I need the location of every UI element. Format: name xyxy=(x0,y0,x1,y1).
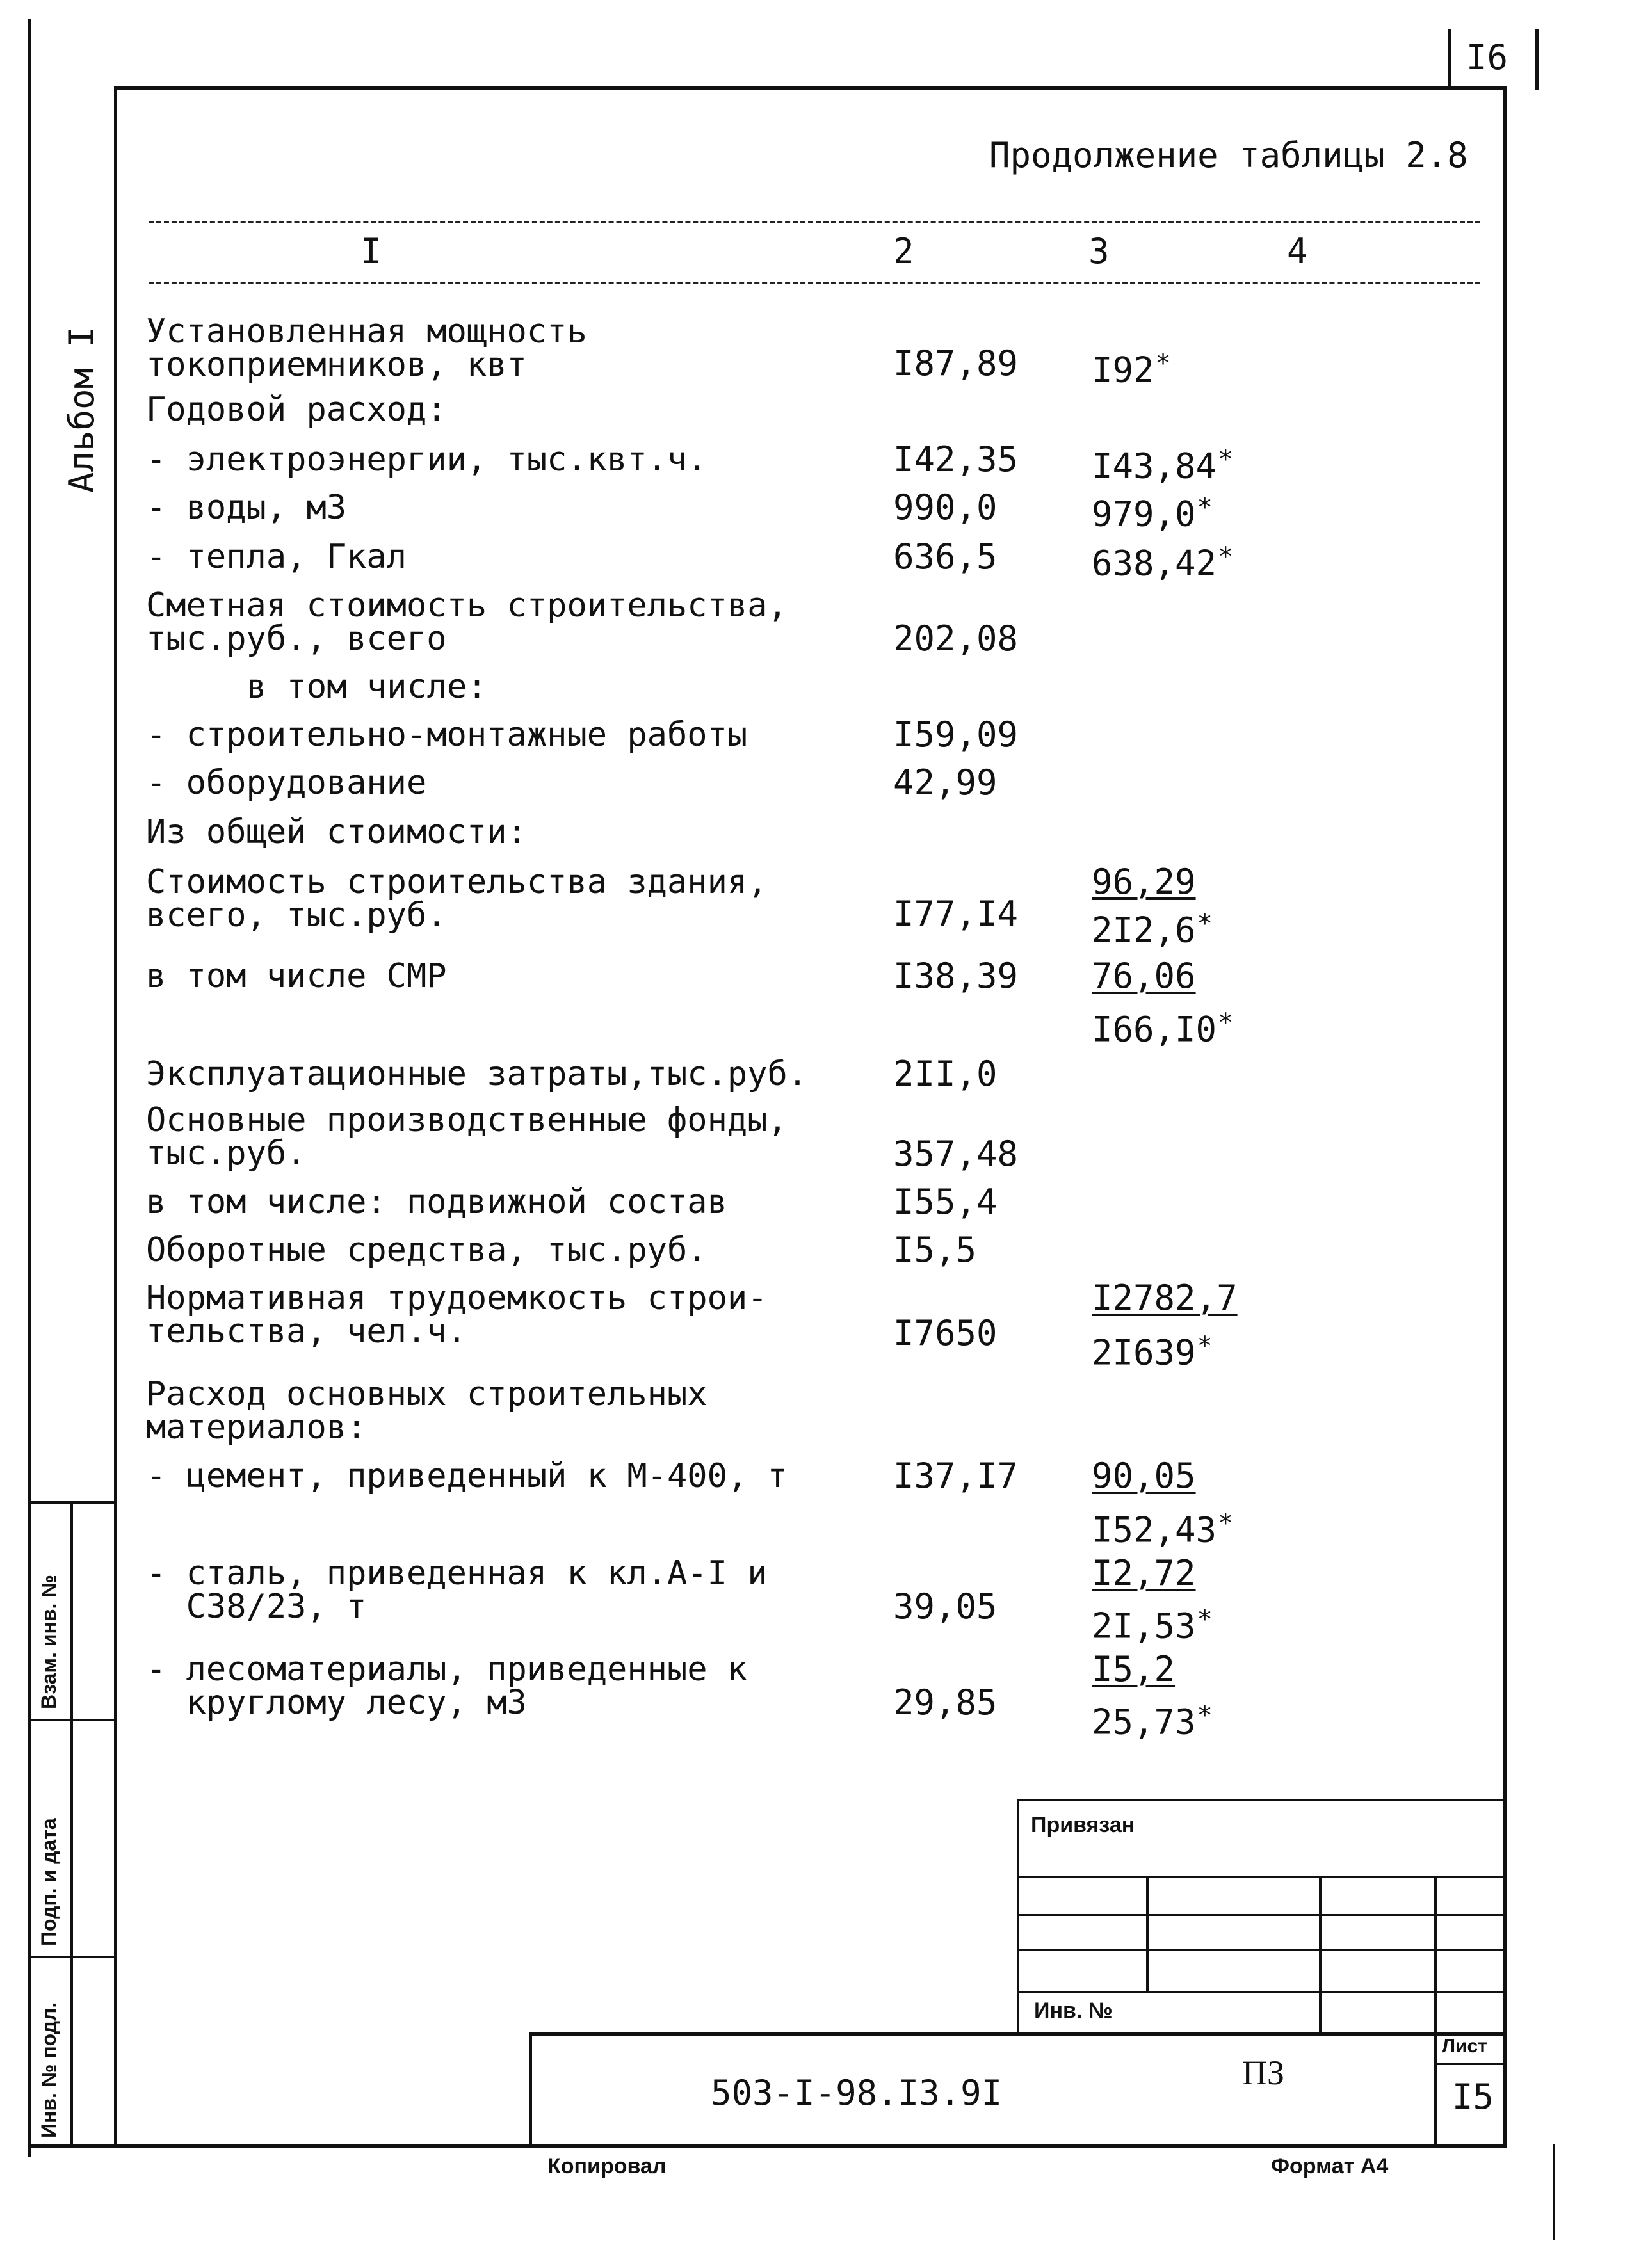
col2-value: 42,99 xyxy=(893,762,998,803)
table-caption: Продолжение таблицы 2.8 xyxy=(989,135,1468,175)
row-label: - сталь, приведенная к кл.А-I и xyxy=(146,1554,768,1593)
col2-value: 636,5 xyxy=(893,536,998,577)
side-stamp-inv-podl: Инв. № подл. xyxy=(37,2002,60,2138)
stamp-upper-left xyxy=(1017,1799,1019,2036)
row-label: С38/23, т xyxy=(146,1588,367,1626)
side-stamp-divider-v xyxy=(70,1501,73,2148)
stamp-lower-left xyxy=(529,2032,532,2148)
footer-kopiroval: Копировал xyxy=(547,2154,667,2178)
frame-top xyxy=(115,86,1505,90)
col2-value: 39,05 xyxy=(893,1586,998,1627)
stamp-lower-top xyxy=(530,2032,1505,2036)
col3-value: 638,42* xyxy=(1092,542,1234,584)
col3-value: 979,0* xyxy=(1092,493,1213,535)
header-rule-bottom xyxy=(149,282,1480,284)
stamp-sheet-left xyxy=(1434,2032,1437,2148)
row-label: - цемент, приведенный к М-400, т xyxy=(146,1457,788,1495)
row-label: - оборудование xyxy=(146,764,427,802)
row-label: Эксплуатационные затраты,тыс.руб. xyxy=(146,1055,808,1093)
row-label: Стоимость строительства здания, xyxy=(146,863,768,901)
col3-denominator: 2I,53* xyxy=(1092,1605,1213,1646)
row-label: Сметная стоимость строительства, xyxy=(146,586,788,625)
stamp-grid-h4 xyxy=(1018,1991,1505,1993)
stamp-grid-v3 xyxy=(1434,1876,1437,2036)
col2-value: I37,I7 xyxy=(893,1456,1019,1496)
row-label: Основные производственные фонды, xyxy=(146,1101,788,1139)
side-stamp-podp: Подп. и дата xyxy=(37,1818,60,1946)
row-label: - строительно-монтажные работы xyxy=(146,716,748,754)
col3-value: I43,84* xyxy=(1092,445,1234,487)
side-stamp-vzam: Взам. инв. № xyxy=(37,1575,60,1709)
row-label: Из общей стоимости: xyxy=(146,813,527,851)
stamp-grid-h2 xyxy=(1018,1914,1505,1916)
stamp-section: ПЗ xyxy=(1242,2054,1285,2092)
col3-denominator: 25,73* xyxy=(1092,1701,1213,1742)
col2-value: I5,5 xyxy=(893,1230,977,1270)
col3-numerator: I5,2 xyxy=(1092,1649,1176,1689)
footer-format: Формат А4 xyxy=(1271,2154,1389,2178)
row-label: - тепла, Гкал xyxy=(146,538,407,576)
page-number-box-left xyxy=(1448,29,1451,90)
col2-value: I38,39 xyxy=(893,956,1019,996)
row-label: круглому лесу, м3 xyxy=(146,1684,527,1722)
header-rule-top xyxy=(149,221,1480,223)
stamp-inv-no: Инв. № xyxy=(1034,1999,1113,2023)
stamp-grid-h1 xyxy=(1018,1876,1505,1878)
col3-denominator: I66,I0* xyxy=(1092,1008,1234,1050)
frame-left xyxy=(114,86,117,2148)
stamp-sheet-divider xyxy=(1434,2063,1505,2065)
right-scan-edge xyxy=(1553,2144,1555,2240)
col3-numerator: 90,05 xyxy=(1092,1456,1196,1496)
row-label: Установленная мощность xyxy=(146,312,587,351)
col2-value: I7650 xyxy=(893,1313,998,1353)
col2-value: I77,I4 xyxy=(893,894,1019,934)
col3-denominator: 2I639* xyxy=(1092,1331,1213,1373)
row-label: в том числе: подвижной состав xyxy=(146,1183,727,1221)
stamp-grid-v2 xyxy=(1319,1876,1322,2036)
stamp-sheet-number: I5 xyxy=(1452,2077,1494,2117)
col3-numerator: I2782,7 xyxy=(1092,1278,1238,1318)
row-label: тыс.руб. xyxy=(146,1134,307,1173)
stamp-sheet-label: Лист xyxy=(1442,2036,1487,2057)
col2-value: I42,35 xyxy=(893,439,1019,479)
stamp-grid-h3 xyxy=(1018,1949,1505,1951)
side-stamp-top xyxy=(28,1501,115,1504)
page-number-box-right xyxy=(1535,29,1539,90)
album-label: Альбом I xyxy=(61,326,102,493)
col3-numerator: 76,06 xyxy=(1092,956,1196,996)
col-header-3: 3 xyxy=(1088,231,1110,271)
row-label: в том числе СМР xyxy=(146,957,447,995)
stamp-upper-top xyxy=(1018,1799,1505,1801)
side-stamp-h1 xyxy=(28,1719,115,1721)
col-header-2: 2 xyxy=(893,231,914,271)
col2-value: I59,09 xyxy=(893,714,1019,755)
frame-right xyxy=(1503,86,1507,2148)
row-label: Оборотные средства, тыс.руб. xyxy=(146,1231,707,1269)
row-label: - воды, м3 xyxy=(146,488,347,527)
col3-numerator: 96,29 xyxy=(1092,862,1196,902)
col3-denominator: 2I2,6* xyxy=(1092,909,1213,951)
row-label: тельства, чел.ч. xyxy=(146,1312,467,1351)
side-stamp-h2 xyxy=(28,1956,115,1958)
col3-denominator: I52,43* xyxy=(1092,1509,1234,1550)
row-label: токоприемников, квт xyxy=(146,346,527,384)
col2-value: 2II,0 xyxy=(893,1054,998,1094)
col3-numerator: I2,72 xyxy=(1092,1553,1196,1593)
col2-value: 357,48 xyxy=(893,1134,1019,1174)
col2-value: 990,0 xyxy=(893,487,998,527)
page-number: I6 xyxy=(1466,37,1508,77)
stamp-privyazan: Привязан xyxy=(1031,1813,1135,1837)
row-label: тыс.руб., всего xyxy=(146,620,447,658)
col-header-1: I xyxy=(360,231,382,271)
row-label: - электроэнергии, тыс.квт.ч. xyxy=(146,440,707,479)
col2-value: I87,89 xyxy=(893,343,1019,383)
row-label: всего, тыс.руб. xyxy=(146,896,447,935)
row-label: Расход основных строительных xyxy=(146,1375,707,1413)
col3-value: I92* xyxy=(1092,349,1171,390)
frame-bottom xyxy=(28,2144,1507,2148)
stamp-doc-code: 503-I-98.I3.9I xyxy=(711,2073,1003,2113)
col2-value: I55,4 xyxy=(893,1182,998,1222)
col2-value: 29,85 xyxy=(893,1682,998,1723)
stamp-grid-v1 xyxy=(1146,1876,1149,1991)
outer-left-edge xyxy=(28,19,31,2157)
row-label: - лесоматериалы, приведенные к xyxy=(146,1650,748,1689)
col2-value: 202,08 xyxy=(893,618,1019,659)
row-label: материалов: xyxy=(146,1408,367,1447)
col-header-4: 4 xyxy=(1287,231,1308,271)
row-label: в том числе: xyxy=(247,668,487,706)
row-label: Годовой расход: xyxy=(146,390,447,429)
row-label: Нормативная трудоемкость строи- xyxy=(146,1279,768,1317)
